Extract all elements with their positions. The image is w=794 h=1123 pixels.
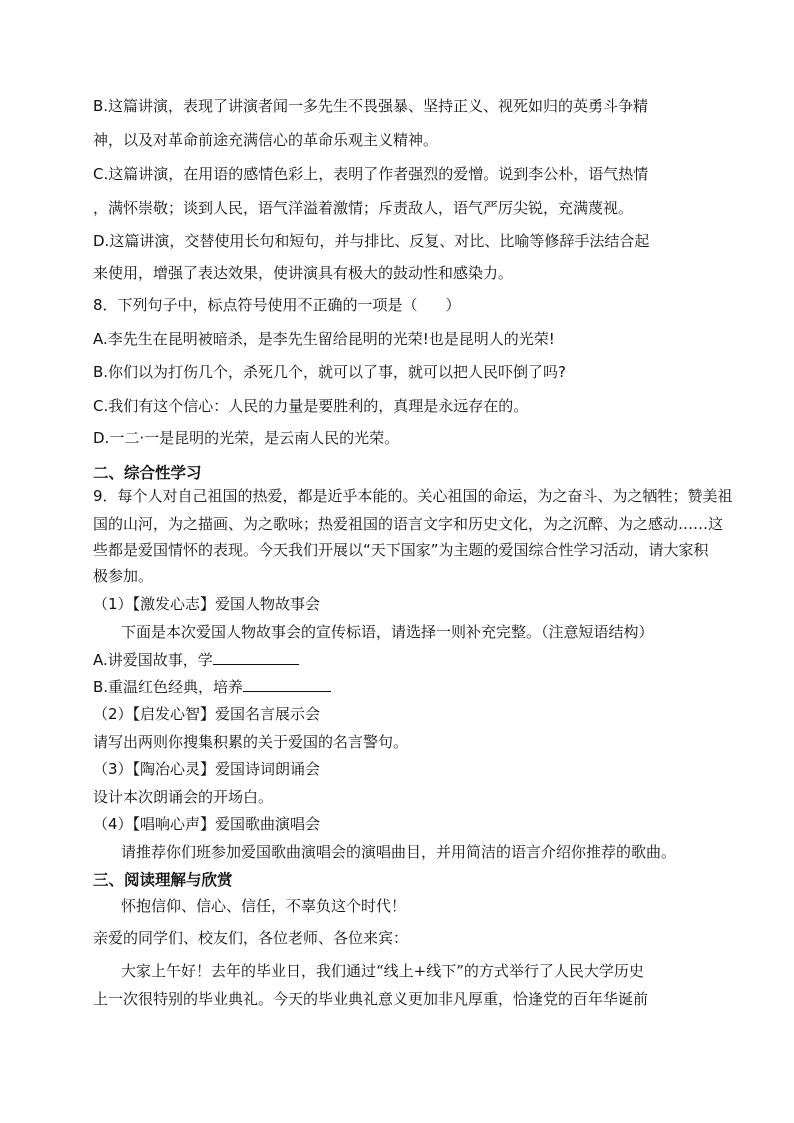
q8-option-a: A.李先生在昆明被暗杀，是李先生留给昆明的光荣!也是昆明人的光荣! [93,330,555,348]
q9-part3-desc: 设计本次朗诵会的开场白。 [93,788,274,806]
q9-text-line1: 9．每个人对自己祖国的热爱，都是近乎本能的。关心祖国的命运，为之奋斗、为之牺牲；赞美祖 [93,487,733,505]
answer-blank-b[interactable] [243,677,331,692]
q9-part2-desc: 请写出两则你搜集积累的关于爱国的名言警句。 [93,733,409,751]
article-paragraph-line2: 上一次很特别的毕业典礼。今天的毕业典礼意义更加非凡厚重，恰逢党的百年华诞前 [93,990,649,1008]
q9-part3-title: （3）【陶冶心灵】爱国诗词朗诵会 [93,760,321,778]
section-3-heading: 三、阅读理解与欣赏 [93,871,233,889]
q9-part1-option-a-text: A.讲爱国故事，学 [93,651,213,669]
article-paragraph-line1: 大家上午好！去年的毕业日，我们通过“线上+线下”的方式举行了人民大学历史 [121,962,644,980]
q8-stem-close: ） [445,296,461,314]
q9-text-line2: 国的山河，为之描画、为之歌咏；热爱祖国的语言文字和历史文化，为之沉醉、为之感动……这 [93,515,724,533]
q7-option-b-line1: B.这篇讲演，表现了讲演者闻一多先生不畏强暴、坚持正义、视死如归的英勇斗争精 [93,97,649,115]
q7-option-c-line2: ，满怀崇敬；谈到人民，语气洋溢着激情；斥责敌人，语气严厉尖锐，充满蔑视。 [93,199,634,217]
answer-blank-a[interactable] [213,650,299,665]
q9-part4-title: （4）【唱响心声】爱国歌曲演唱会 [93,815,321,833]
q9-text-line3: 些都是爱国情怀的表现。今天我们开展以“天下国家”为主题的爱国综合性学习活动，请大家积 [93,541,709,559]
q9-part1-desc: 下面是本次爱国人物故事会的宣传标语，请选择一则补充完整。（注意短语结构） [121,623,654,641]
q7-option-d-line2: 来使用，增强了表达效果，使讲演具有极大的鼓动性和感染力。 [93,264,514,282]
article-greeting: 亲爱的同学们、校友们，各位老师、各位来宾： [93,929,409,947]
q7-option-b-line2: 神，以及对革命前途充满信心的革命乐观主义精神。 [93,131,439,149]
q8-option-b: B.你们以为打伤几个，杀死几个，就可以了事，就可以把人民吓倒了吗? [93,363,567,381]
q8-option-d: D.一二·一是昆明的光荣，是云南人民的光荣。 [93,429,400,447]
q7-option-d-line1: D.这篇讲演，交替使用长句和短句，并与排比、反复、对比、比喻等修辞手法结合起 [93,232,650,250]
q8-stem-text: 8．下列句子中，标点符号使用不正确的一项是（ [93,296,418,314]
q9-part4-desc: 请推荐你们班参加爱国歌曲演唱会的演唱曲目，并用简洁的语言介绍你推荐的歌曲。 [121,843,677,861]
q9-part2-title: （2）【启发心智】爱国名言展示会 [93,705,321,723]
article-title: 怀抱信仰、信心、信任，不辜负这个时代！ [121,897,407,915]
section-2-heading: 二、综合性学习 [93,464,202,482]
q9-text-line4: 极参加。 [93,567,154,585]
q9-part1-option-b-text: B.重温红色经典，培养 [93,678,244,696]
q9-part1-title: （1）【激发心志】爱国人物故事会 [93,595,321,613]
q8-option-c: C.我们有这个信心：人民的力量是要胜利的，真理是永远存在的。 [93,397,529,415]
q9-part1-option-a [93,650,299,670]
q7-option-c-line1: C.这篇讲演，在用语的感情色彩上，表明了作者强烈的爱憎。说到李公朴，语气热情 [93,165,649,183]
q9-part1-option-b [93,677,331,697]
q8-stem [93,295,461,315]
